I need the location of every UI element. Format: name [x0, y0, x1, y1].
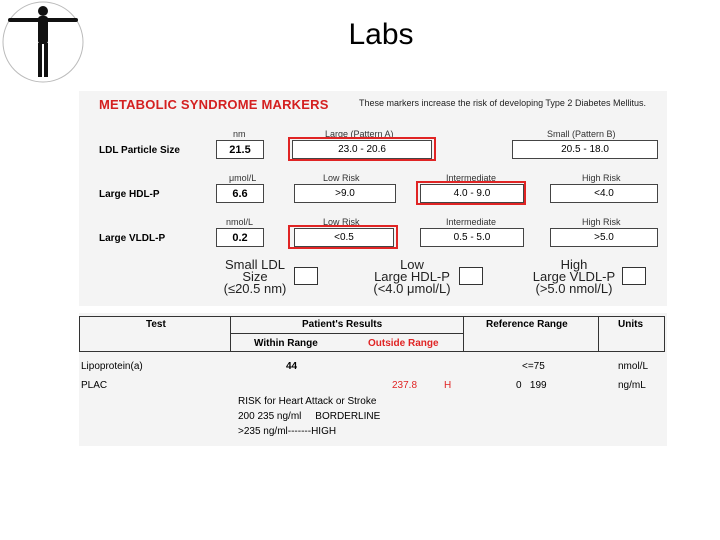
- vldl-mid-range: 0.5 - 5.0: [420, 228, 524, 247]
- row2-outside: 237.8: [392, 380, 418, 391]
- vldl-label: Large VLDL-P: [99, 233, 166, 244]
- ldl-small-head: Small (Pattern B): [547, 129, 616, 139]
- legend-low-hdl-line3: (<4.0 μmol/L): [373, 281, 451, 296]
- vldl-high-range: >5.0: [550, 228, 658, 247]
- legend-high-vldl-line3: (>5.0 nmol/L): [535, 281, 613, 296]
- row1-units: nmol/L: [618, 361, 649, 372]
- vldl-unit: nmol/L: [226, 217, 254, 227]
- risk-note-3: >235 ng/ml-------HIGH: [238, 426, 337, 437]
- legend-low-hdl-line2: Large HDL-P: [374, 269, 450, 284]
- ldl-large-head: Large (Pattern A): [325, 129, 394, 139]
- row1-test: Lipoprotein(a): [81, 361, 143, 372]
- header-divider-4: [230, 333, 464, 334]
- markers-title: METABOLIC SYNDROME MARKERS: [99, 97, 329, 112]
- hdl-unit: μmol/L: [229, 173, 257, 183]
- row2-flag: H: [444, 380, 452, 391]
- header-divider-2: [463, 316, 464, 352]
- col-within: Within Range: [254, 338, 318, 349]
- row2-test: PLAC: [81, 380, 108, 391]
- header-divider-3: [598, 316, 599, 352]
- col-units: Units: [618, 319, 643, 330]
- hdl-value: 6.6: [216, 184, 264, 203]
- col-patient: Patient's Results: [302, 319, 383, 330]
- legend-high-vldl: [526, 259, 622, 295]
- vldl-highlight: [288, 225, 398, 249]
- ldl-small-range: 20.5 - 18.0: [512, 140, 658, 159]
- legend-small-ldl-line2: Size: [242, 269, 268, 284]
- hdl-low-range: >9.0: [294, 184, 396, 203]
- col-test: Test: [146, 319, 166, 330]
- risk-note-1: RISK for Heart Attack or Stroke: [238, 396, 377, 407]
- legend-low-hdl: [364, 259, 460, 295]
- vldl-mid-head: Intermediate: [446, 217, 497, 227]
- hdl-low-head: Low Risk: [323, 173, 360, 183]
- markers-note: These markers increase the risk of developing Type 2 Diabetes Mellitus.: [359, 98, 646, 108]
- row1-within: 44: [286, 361, 298, 372]
- legend-high-vldl-line1: High: [560, 257, 588, 272]
- hdl-mid-head: Intermediate: [446, 173, 497, 183]
- hdl-mid-range: 4.0 - 9.0: [420, 184, 524, 203]
- row2-ref: 0 199: [516, 380, 547, 391]
- vldl-low-head: Low Risk: [323, 217, 360, 227]
- vldl-value: 0.2: [216, 228, 264, 247]
- hdl-high-range: <4.0: [550, 184, 658, 203]
- row2-units: ng/mL: [618, 380, 646, 391]
- ldl-highlight: [288, 137, 436, 161]
- ldl-large-range: 23.0 - 20.6: [292, 140, 432, 159]
- legend-small-ldl-checkbox: [294, 267, 318, 285]
- slide-title: Labs: [348, 18, 414, 51]
- legend-small-ldl: [214, 259, 296, 295]
- legend-high-vldl-line2: Large VLDL-P: [532, 269, 616, 284]
- hdl-highlight: [416, 181, 526, 205]
- col-reference: Reference Range: [486, 319, 568, 330]
- header-divider-1: [230, 316, 231, 352]
- ldl-label: LDL Particle Size: [99, 145, 180, 156]
- vldl-low-range: <0.5: [294, 228, 394, 247]
- risk-note-2: 200 235 ng/ml BORDERLINE: [238, 411, 381, 422]
- col-outside: Outside Range: [368, 338, 439, 349]
- human-figure-icon: [0, 0, 100, 84]
- hdl-high-head: High Risk: [582, 173, 621, 183]
- legend-high-vldl-checkbox: [622, 267, 646, 285]
- hdl-label: Large HDL-P: [99, 189, 160, 200]
- legend-small-ldl-line3: (≤20.5 nm): [223, 281, 287, 296]
- ldl-value: 21.5: [216, 140, 264, 159]
- legend-low-hdl-checkbox: [459, 267, 483, 285]
- vldl-high-head: High Risk: [582, 217, 621, 227]
- ldl-unit: nm: [233, 129, 246, 139]
- legend-low-hdl-line1: Low: [400, 257, 424, 272]
- row1-ref: <=75: [522, 361, 545, 372]
- legend-small-ldl-line1: Small LDL: [225, 257, 285, 272]
